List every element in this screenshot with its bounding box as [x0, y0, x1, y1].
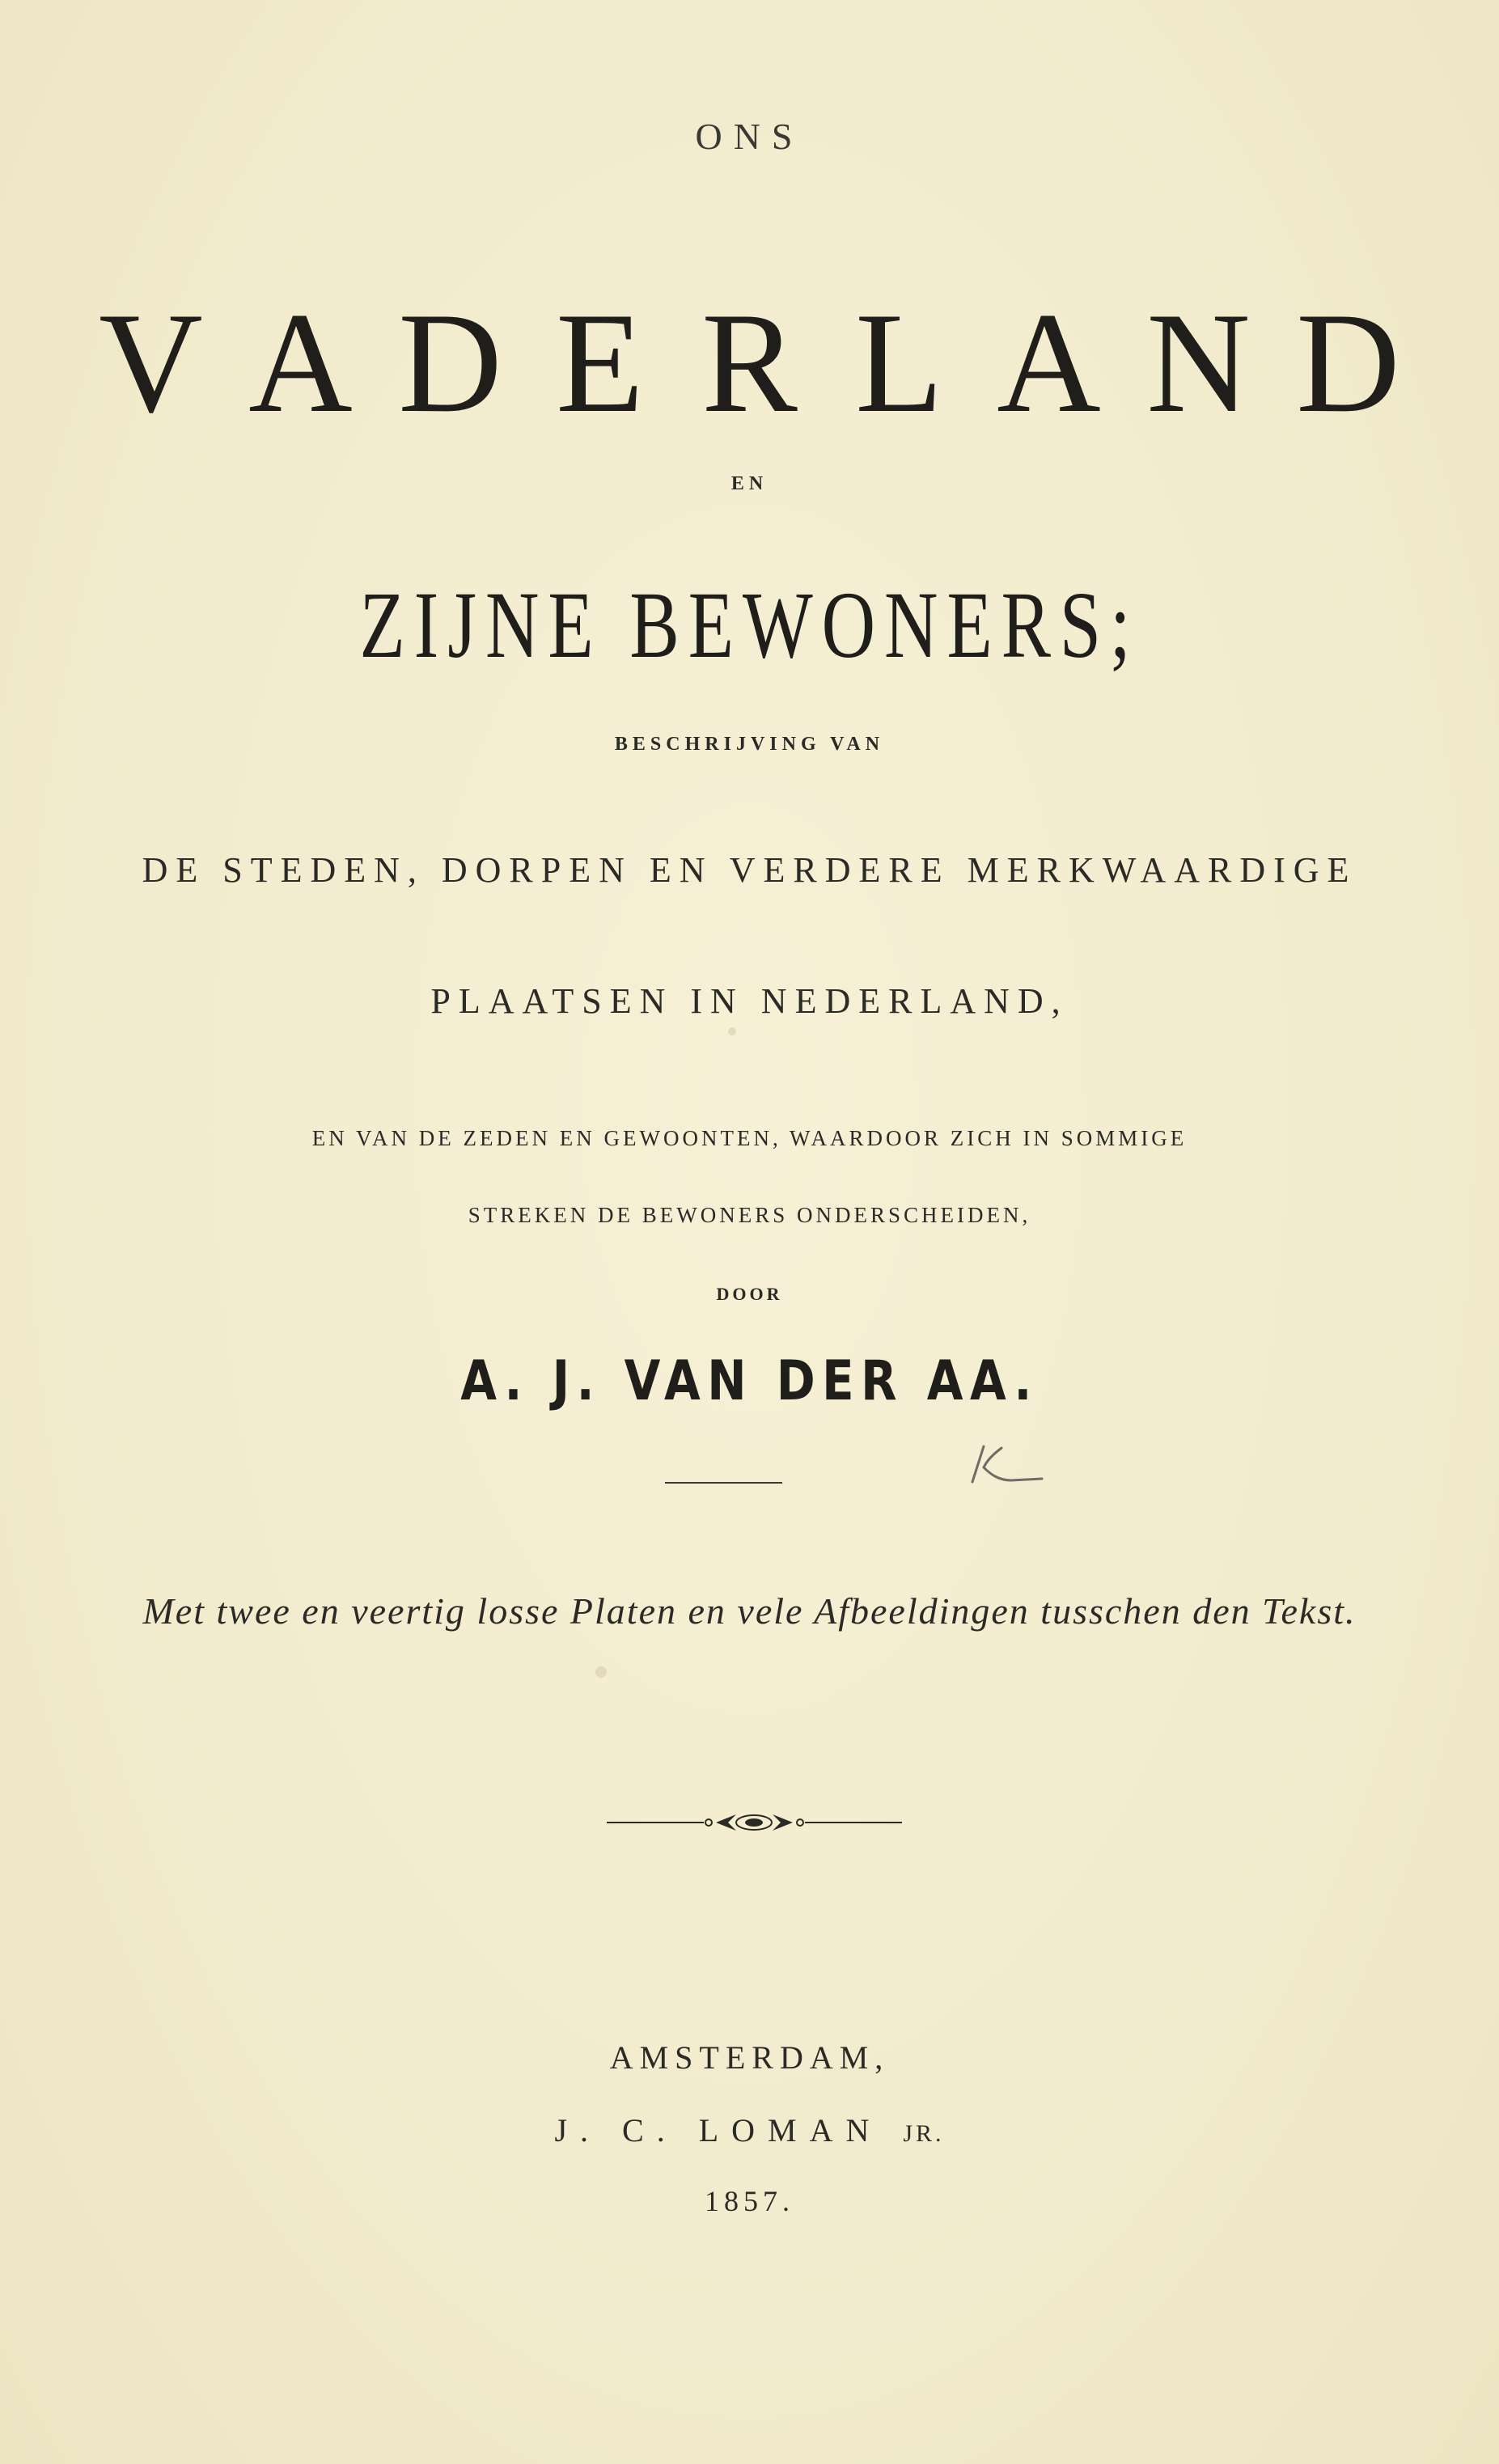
title-letter: D: [398, 282, 502, 442]
title-letter: V: [99, 282, 203, 442]
paper-stain: [728, 1027, 736, 1035]
door-label: DOOR: [716, 1284, 783, 1304]
title-letter: A: [997, 282, 1101, 442]
description-line-2: PLAATSEN IN NEDERLAND,: [430, 981, 1069, 1021]
publisher-suffix: JR.: [903, 2120, 945, 2147]
imprint-year: 1857.: [705, 2185, 794, 2217]
conjunction-en: EN: [730, 473, 769, 494]
title-letter: D: [1296, 282, 1400, 442]
imprint-publisher: [0, 2111, 1499, 2149]
description-line-3: EN VAN DE ZEDEN EN GEWOONTEN, WAARDOOR ZICH IN SOMMIGE: [311, 1126, 1188, 1150]
paper-stain: [595, 1666, 607, 1678]
title-letter: R: [701, 282, 798, 442]
beschrijving-van: BESCHRIJVING VAN: [614, 734, 885, 755]
title-letter: L: [855, 282, 943, 442]
publisher-name: J. C. LOMAN: [554, 2112, 883, 2149]
title-letter: E: [556, 282, 644, 442]
handwritten-mark: [961, 1440, 1050, 1488]
plates-line: Met twee en veertig losse Platen en vele Afbeeldingen tusschen den Tekst.: [142, 1590, 1357, 1632]
author-rule: [665, 1482, 782, 1484]
description-line-1: DE STEDEN, DORPEN EN VERDERE MERKWAARDIGE: [142, 850, 1357, 890]
title-ons: ONS: [695, 116, 804, 157]
title-letter: A: [248, 282, 353, 442]
author-name: A. J. VAN DER AA.: [460, 1349, 1039, 1413]
description-line-4: STREKEN DE BEWONERS ONDERSCHEIDEN,: [468, 1203, 1031, 1227]
title-vaderland: [0, 279, 1499, 446]
subtitle-zijne-bewoners: ZIJNE BEWONERS;: [359, 572, 1140, 678]
title-letter: N: [1146, 282, 1251, 442]
ornament-divider: [607, 1806, 902, 1839]
imprint-city: AMSTERDAM,: [609, 2039, 890, 2076]
